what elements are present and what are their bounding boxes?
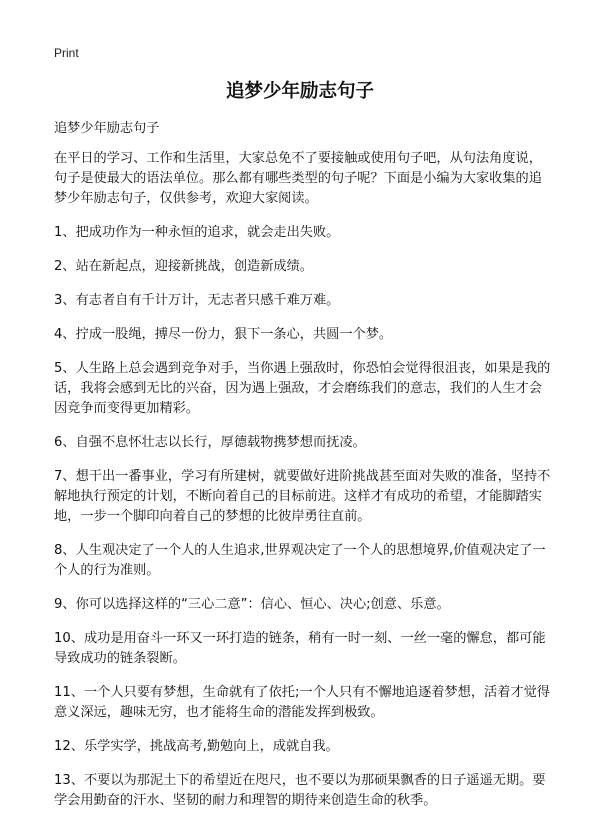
intro-paragraph: 在平日的学习、工作和生活里，大家总免不了要接触或使用句子吧，从句法角度说，句子是使最大的语法单位。那么都有哪些类型的句子呢？下面是小编为大家收集的追梦少年励志句子，仅供参考，欢迎大家阅读。: [54, 151, 542, 206]
quote-item: 12、乐学实学，挑战高考,勤勉向上，成就自我。: [54, 739, 339, 754]
quote-item: 9、你可以选择这样的“三心二意”：信心、恒心、决心;创意、乐意。: [54, 597, 450, 612]
print-link[interactable]: Print: [54, 46, 79, 60]
quote-item: 13、不要以为那泥土下的希望近在咫尺，也不要以为那硕果飘香的日子遥遥无期。要学会用勤奋的汗水、坚韧的耐力和理智的期待来创造生命的秋季。: [54, 773, 546, 808]
quote-list: [54, 223, 554, 811]
quote-item: 6、自强不息怀壮志以长行，厚德载物携梦想而抚凌。: [54, 435, 366, 450]
quote-item: 2、站在新起点，迎接新挑战，创造新成绩。: [54, 259, 313, 274]
quote-item: 11、一个人只要有梦想，生命就有了依托;一个人只有不懈地追逐着梦想，活着才觉得意义深远，趣味无穷，也才能将生命的潜能发挥到极致。: [54, 685, 550, 720]
quote-item: 1、把成功作为一种永恒的追求，就会走出失败。: [54, 225, 340, 240]
quote-item: 4、拧成一股绳，搏尽一份力，狠下一条心，共圆一个梦。: [54, 327, 393, 342]
quote-item: 3、有志者自有千计万计，无志者只感千难万难。: [54, 293, 340, 308]
page-title: 追梦少年励志句子: [225, 81, 374, 102]
article-body: [54, 119, 554, 825]
article-subtitle: 追梦少年励志句子: [54, 121, 160, 136]
quote-item: 8、人生观决定了一个人的人生追求,世界观决定了一个人的思想境界,价值观决定了一个人的行为准则。: [54, 543, 546, 578]
quote-item: 10、成功是用奋斗一环又一环打造的链条，稍有一时一刻、一丝一毫的懈怠，都可能导致成功的链条裂断。: [54, 631, 546, 666]
quote-item: 7、想干出一番事业，学习有所建树，就要做好进阶挑战甚至面对失败的准备，坚持不解地执行预定的计划，不断向着自己的目标前进。这样才有成功的希望，才能脚踏实地，一步一个脚印向着自己的梦想的比彼岸勇往直前。: [54, 469, 551, 524]
quote-item: 5、人生路上总会遇到竞争对手，当你遇上强敌时，你恐怕会觉得很沮丧，如果是我的话，我将会感到无比的兴奋，因为遇上强敌，才会磨练我们的意志，我们的人生才会因竞争而变得更加精彩。: [54, 361, 551, 416]
